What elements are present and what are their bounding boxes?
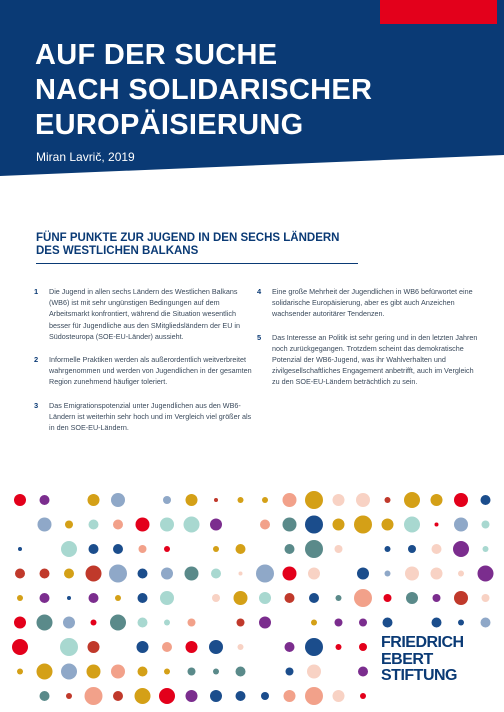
decorative-dot [286, 668, 294, 676]
decorative-dot [432, 618, 442, 628]
point-number: 3 [34, 400, 39, 410]
decorative-dot [161, 568, 173, 580]
decorative-dot [454, 493, 468, 507]
decorative-dot [283, 567, 297, 581]
decorative-dot [188, 668, 196, 676]
decorative-dot [63, 617, 75, 629]
decorative-dot [188, 619, 196, 627]
decorative-dot [186, 494, 198, 506]
decorative-dot [256, 565, 274, 583]
decorative-dot [212, 594, 220, 602]
decorative-dot [111, 665, 125, 679]
decorative-dot [89, 593, 99, 603]
decorative-dot [184, 517, 200, 533]
section-title-line-1: FÜNF PUNKTE ZUR JUGEND IN DEN SECHS LÄNDERN [36, 232, 340, 244]
decorative-dot [113, 520, 123, 530]
decorative-dot [236, 544, 246, 554]
decorative-dot [431, 568, 443, 580]
decorative-dot [138, 667, 148, 677]
decorative-dot [284, 690, 296, 702]
decorative-dot [213, 669, 219, 675]
decorative-dot [137, 641, 149, 653]
decorative-dot [307, 665, 321, 679]
decorative-dot [305, 638, 323, 656]
point-number: 5 [257, 332, 262, 342]
decorative-dot [260, 520, 270, 530]
decorative-dot [283, 518, 297, 532]
point-text: Das Emigrationspotenzial unter Jugendlichen aus den WB6-Ländern ist weiterhin sehr hoch und im Vergleich viel größer als in den SOE-EU-Ländern. [49, 400, 252, 433]
decorative-dot [37, 664, 53, 680]
decorative-dot [335, 619, 343, 627]
decorative-dot [88, 641, 100, 653]
decorative-dot [37, 615, 53, 631]
decorative-dot [333, 519, 345, 531]
decorative-dot [238, 644, 244, 650]
point-number: 4 [257, 287, 262, 296]
decorative-dot [185, 567, 199, 581]
points-column-right [257, 286, 479, 400]
decorative-dot [89, 544, 99, 554]
decorative-dot [305, 540, 323, 558]
decorative-dot [164, 669, 170, 675]
decorative-dot [236, 667, 246, 677]
point-text: Eine große Mehrheit der Jugendlichen in WB6 befürwortet eine solidarische Europäisierung, aber es gibt auch Anzeichen wachsender autoritärer Tendenzen. [272, 287, 473, 319]
decorative-dot [359, 619, 367, 627]
decorative-dot [138, 593, 148, 603]
decorative-dot [383, 618, 393, 628]
decorative-dot [210, 519, 222, 531]
decorative-dot [481, 495, 491, 505]
decorative-dot [164, 620, 170, 626]
decorative-dot [214, 498, 218, 502]
decorative-dot [89, 520, 99, 530]
decorative-dot [335, 545, 343, 553]
decorative-dot [109, 565, 127, 583]
point-item [257, 286, 479, 320]
decorative-dot [357, 568, 369, 580]
decorative-dot [431, 494, 443, 506]
decorative-dot [305, 491, 323, 509]
decorative-dot [238, 497, 244, 503]
decorative-dot [305, 516, 323, 534]
decorative-dot [482, 521, 490, 529]
decorative-dot [384, 594, 392, 602]
decorative-dot [65, 521, 73, 529]
decorative-dot [85, 687, 103, 705]
decorative-dot [382, 519, 394, 531]
decorative-dot [311, 620, 317, 626]
decorative-dot [356, 493, 370, 507]
decorative-dot [67, 596, 71, 600]
decorative-dot [236, 691, 246, 701]
decorative-dot [309, 593, 319, 603]
decorative-dot [87, 665, 101, 679]
decorative-dot [285, 544, 295, 554]
decorative-dot [354, 589, 372, 607]
decorative-dot [482, 594, 490, 602]
decorative-dot [15, 569, 25, 579]
decorative-dot [385, 546, 391, 552]
decorative-dot [259, 592, 271, 604]
point-item [34, 286, 252, 342]
decorative-dot [259, 617, 271, 629]
decorative-dot [336, 595, 342, 601]
decorative-dot [64, 569, 74, 579]
point-text: Die Jugend in allen sechs Ländern des Westlichen Balkans (WB6) ist mit sehr ungünstigen Bedingungen auf dem Arbeitsmarkt konfrontiert, während die Situation wesentlich besser für Jugendliche aus den SMitgliedsländern der EU in Südosteuropa (SOE-EU-Länder) aussieht. [49, 287, 240, 341]
decorative-dot [283, 493, 297, 507]
red-accent-bar [380, 0, 497, 24]
decorative-dot [38, 518, 52, 532]
decorative-dot [40, 495, 50, 505]
decorative-dot [359, 643, 367, 651]
point-text: Das Interesse an Politik ist sehr gering und in den letzten Jahren noch zurückgegangen. Trotzdem scheint das demokratische Potenzial der WB6-Jugend, was ihr Wahlverhalten und zivilgesellschaftliches Engagement anbetrifft, auch im Vergleich zu den SOE-EU-Ländern beträchtlich zu sein. [272, 332, 478, 387]
decorative-dot [458, 571, 464, 577]
decorative-dot [405, 567, 419, 581]
title-line-2: NACH SOLIDARISCHER [35, 74, 373, 106]
decorative-dot [138, 569, 148, 579]
decorative-dot [61, 664, 77, 680]
decorative-dot [136, 518, 150, 532]
point-number: 1 [34, 287, 39, 296]
decorative-dot [111, 493, 125, 507]
decorative-dot [18, 547, 22, 551]
decorative-dot [404, 492, 420, 508]
decorative-dot [163, 496, 171, 504]
logo-line: STIFTUNG [381, 667, 457, 684]
decorative-dot [113, 691, 123, 701]
decorative-dot [213, 546, 219, 552]
decorative-dot [160, 591, 174, 605]
decorative-dot [113, 544, 123, 554]
decorative-dot [88, 494, 100, 506]
decorative-dot [336, 644, 342, 650]
decorative-dot [17, 669, 23, 675]
decorative-dot [210, 690, 222, 702]
decorative-dot [458, 620, 464, 626]
decorative-dot [211, 569, 221, 579]
decorative-dot [305, 687, 323, 705]
decorative-dot [358, 667, 368, 677]
decorative-dot [454, 591, 468, 605]
decorative-dot [17, 595, 23, 601]
decorative-dot [360, 693, 366, 699]
decorative-dot [285, 593, 295, 603]
decorative-dot [481, 618, 491, 628]
decorative-dot [385, 571, 391, 577]
decorative-dot [435, 523, 439, 527]
decorative-dot [14, 494, 26, 506]
logo-line: EBERT [381, 650, 433, 668]
decorative-dot [478, 566, 494, 582]
decorative-dot [159, 688, 175, 704]
decorative-dot [406, 592, 418, 604]
decorative-dot [408, 545, 416, 553]
decorative-dot [404, 517, 420, 533]
logo-line: FRIEDRICH [381, 634, 464, 651]
decorative-dot [209, 640, 223, 654]
decorative-dot [40, 691, 50, 701]
decorative-dot [66, 693, 72, 699]
section-divider [36, 263, 358, 264]
decorative-dot [40, 593, 50, 603]
title-line-3: EUROPÄISIERUNG [35, 109, 304, 141]
point-item [257, 332, 479, 388]
decorative-dot [110, 615, 126, 631]
author-line: Miran Lavrič, 2019 [36, 150, 135, 164]
section-title-line-2: DES WESTLICHEN BALKANS [36, 245, 199, 257]
decorative-dot [237, 619, 245, 627]
decorative-dot [61, 541, 77, 557]
decorative-dot [139, 545, 147, 553]
decorative-dot [162, 642, 172, 652]
fes-logo [381, 635, 481, 685]
decorative-dot [91, 620, 97, 626]
decorative-dot [453, 541, 469, 557]
decorative-dot [432, 544, 442, 554]
decorative-dot [186, 641, 198, 653]
decorative-dot [261, 692, 269, 700]
title-line-1: AUF DER SUCHE [35, 39, 278, 71]
decorative-dot [86, 566, 102, 582]
decorative-dot [433, 594, 441, 602]
decorative-dot [333, 494, 345, 506]
decorative-dot [12, 639, 28, 655]
decorative-dot [135, 688, 151, 704]
decorative-dot [239, 572, 243, 576]
page-title [35, 38, 475, 143]
decorative-dot [186, 690, 198, 702]
decorative-dot [262, 497, 268, 503]
decorative-dot [234, 591, 248, 605]
decorative-dot [333, 690, 345, 702]
decorative-dot [60, 638, 78, 656]
decorative-dot [308, 568, 320, 580]
decorative-dot [285, 642, 295, 652]
point-item [34, 400, 252, 434]
decorative-dot [40, 569, 50, 579]
decorative-dot [14, 617, 26, 629]
point-item [34, 354, 252, 388]
decorative-dot [454, 518, 468, 532]
decorative-dot [115, 595, 121, 601]
decorative-dot [164, 546, 170, 552]
points-column-left [34, 286, 252, 445]
point-text: Informelle Praktiken werden als außerordentlich weitverbreitet wahrgenommen und werden von Jugendlichen in der gesamten Region zunehmend häufiger toleriert. [49, 355, 252, 387]
decorative-dot [354, 516, 372, 534]
section-title [36, 232, 366, 258]
decorative-dot [160, 518, 174, 532]
decorative-dot [385, 497, 391, 503]
decorative-dot [138, 618, 148, 628]
decorative-dot [483, 546, 489, 552]
point-number: 2 [34, 355, 39, 365]
